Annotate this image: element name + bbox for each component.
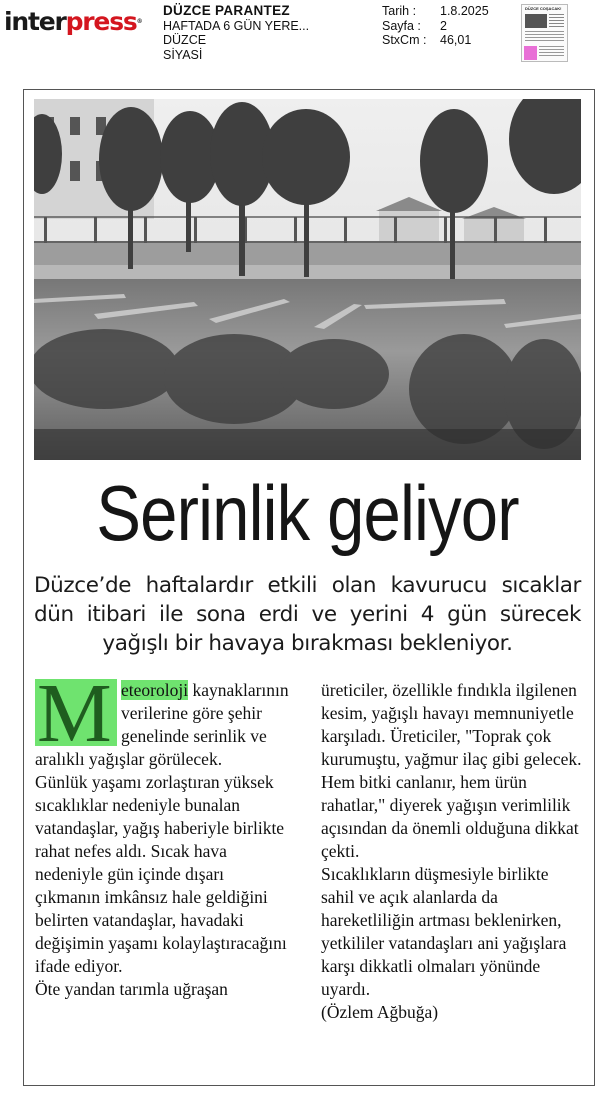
article-paragraph-continued: üreticiler, özellikle fındıkla ilgilenen kesim, yağışlı havayı memnuniyetle karşıladı. Üreticiler, "Toprak çok kurumuştu, yağmur ilaç gibi gelecek. Hem bitki canlanır, hem ürün rahatlar," diyerek yağışın verimlilik açısından da önemli olduğuna dikkat çekti. xyxy=(321,680,582,861)
article-column-1 xyxy=(35,667,293,1001)
thumbnail-text-lines xyxy=(525,31,564,43)
date-label: Tarih : xyxy=(382,4,417,18)
drop-cap: M xyxy=(35,679,117,746)
thumbnail-text-lines xyxy=(549,14,564,28)
stxcm-value: 46,01 xyxy=(440,33,472,47)
thumbnail-photo xyxy=(525,14,547,28)
article-headline: Serinlik geliyor xyxy=(96,469,519,557)
clipping-meta xyxy=(382,4,489,48)
page-thumbnail[interactable] xyxy=(521,4,568,62)
thumbnail-text-lines xyxy=(539,46,564,58)
article-photo xyxy=(34,99,581,460)
article-byline: (Özlem Ağbuğa) xyxy=(321,1002,439,1022)
date-value: 1.8.2025 xyxy=(440,4,489,18)
thumbnail-title: DÜZCE COŞACAK! xyxy=(525,6,562,11)
publication-frequency: HAFTADA 6 GÜN YERE... xyxy=(163,18,310,33)
page-value: 2 xyxy=(440,18,447,33)
article-column-2 xyxy=(321,679,583,1024)
interpress-logo: interpress® xyxy=(4,7,142,36)
article-paragraph: Öte yandan tarımla uğraşan xyxy=(35,979,228,999)
publication-category: SİYASİ xyxy=(163,47,203,62)
article-paragraph: Günlük yaşamı zorlaştıran yüksek sıcaklıklar nedeniyle bunalan vatandaşlar, yağış haberiyle birlikte rahat nefes aldı. Sıcak hava nedeniyle gün içinde dışarı çıkmanın imkânsız hale geldiğini belirten vatandaşlar, havadaki değişimin yaşamı kolaylaştıracağını ifade ediyor. xyxy=(35,772,287,976)
page-label: Sayfa : xyxy=(382,18,421,33)
article-paragraph: Sıcaklıkların düşmesiyle birlikte sahil ve açık alanlarda da hareketliliğin artması beklenirken, yetkililer vatandaşları ani yağışlara karşı dikkatli olmaları yönünde uyardı. xyxy=(321,864,567,999)
article-paragraph: M eteoroloji kaynaklarının verilerine göre şehir genelinde serinlik ve aralıklı yağışlar görülecek. xyxy=(35,667,289,769)
article-spot: Düzce’de haftalardır etkili olan kavurucu sıcaklar dün itibari ile sona erdi ve yerini 4 gün sürecek yağışlı bir havaya bırakması bekleniyor. xyxy=(34,573,581,656)
publication-city: DÜZCE xyxy=(163,33,207,47)
clipping-source-info xyxy=(163,4,309,62)
first-word-highlight: eteoroloji xyxy=(121,680,189,700)
stxcm-label: StxCm : xyxy=(382,33,427,47)
publication-name: DÜZCE PARANTEZ xyxy=(163,3,290,18)
thumbnail-highlight-marker xyxy=(524,46,537,60)
